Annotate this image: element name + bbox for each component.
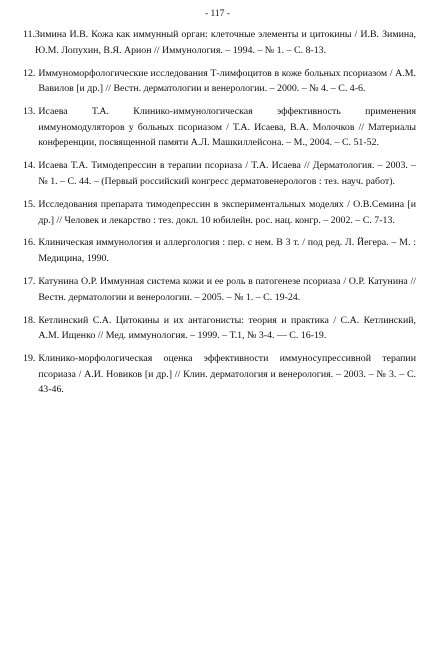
reference-text: Клинико-морфологическая оценка эффективности иммуносупрессивной терапии псориаза / А.И. Новиков [и др.] // Клин. дерматология и венерология. – 2003. – № 3. – С. 43-46. [38, 353, 416, 396]
reference-number: 13. [23, 106, 36, 118]
reference-item [23, 66, 416, 97]
reference-item [23, 313, 416, 344]
reference-item [23, 27, 416, 58]
reference-number: 14. [23, 160, 36, 172]
reference-text: Клиническая иммунология и аллергология : пер. с нем. В 3 т. / под ред. Л. Йегера. – М. : Медицина, 1990. [38, 237, 416, 265]
reference-item [23, 274, 416, 305]
reference-item [23, 104, 416, 151]
reference-text: Катунина О.Р. Иммунная система кожи и ее роль в патогенезе псориаза / О.Р. Катунина // Вестн. дерматологии и венерологии. – 2005. – № 1. – С. 19-24. [38, 276, 416, 303]
reference-item [23, 235, 416, 266]
reference-text: Исследования препарата тимодепрессин в экспериментальных моделях / О.В.Семина [и др.] // Человек и лекарство : тез. докл. 10 юбилейн. рос. нац. конгр. – 2002. – С. 7-13. [38, 198, 416, 226]
page-number: - 117 - [205, 9, 230, 19]
reference-number: 11. [23, 29, 35, 40]
reference-text: Зимина И.В. Кожа как иммунный орган: клеточные элементы и цитокины / И.В. Зимина, Ю.М. Лопухин, В.Я. Арион // Иммунология. – 1994. – № 1. – С. 8-13. [34, 29, 416, 56]
reference-number: 15. [23, 198, 36, 210]
reference-number: 12. [23, 67, 36, 79]
reference-text: Иммуноморфологические исследования Т-лимфоцитов в коже больных псориазом / А.М. Вавилов [и др.] // Вестн. дерматологии и венерологии. – 2000. – № 4. – С. 4-6. [38, 67, 416, 95]
reference-text: Исаева Т.А. Тимодепрессин в терапии псориаза / Т.А. Исаева // Дерматология. – 2003. – № 1. – С. 44. – (Первый российский конгресс дерматовенерологов : тез. науч. работ). [38, 160, 416, 187]
reference-number: 19. [23, 353, 36, 365]
reference-number: 18. [23, 314, 36, 326]
reference-number: 17. [23, 276, 36, 288]
reference-list [23, 27, 416, 405]
reference-text: Кетлинский С.А. Цитокины и их антагонисты: теория и практика / С.А. Кетлинский, А.М. Ищенко // Мед. иммунология. – 1999. – Т.1, № 3-4. — С. 16-19. [38, 314, 416, 342]
reference-item [23, 197, 416, 228]
reference-item [23, 351, 416, 398]
reference-number: 16. [23, 237, 36, 249]
reference-item [23, 158, 416, 189]
reference-text: Исаева Т.А. Клинико-иммунологическая эффективность применения иммуномодуляторов у больных псориазом / Т.А. Исаева, В.А. Молочков // Материалы конференции, посвященной памяти А.Л. Машкиллейсона. – М., 2004. – С. 51-52. [38, 106, 416, 149]
